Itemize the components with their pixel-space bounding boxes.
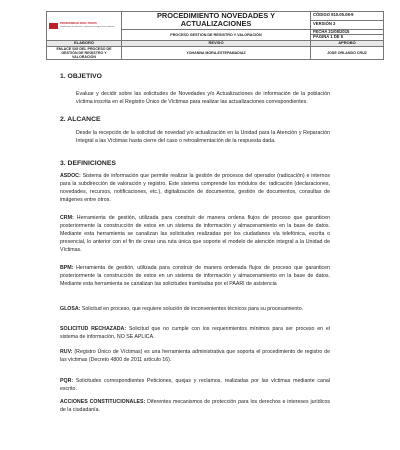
logo-subtext: Unidad para la atención y reparación integral a las víctimas — [60, 26, 115, 29]
definition-pqr — [60, 378, 330, 394]
document-date: FECHA 21/08/2015 — [311, 29, 384, 35]
definition-asdoc — [60, 173, 330, 205]
definition-term: RUV: — [60, 349, 73, 355]
document-title: PROCEDIMIENTO NOVEDADES Y ACTUALIZACIONES — [122, 12, 311, 30]
definition-text: Solicitud en proceso, que requiere solución de inconvenientes técnicos para su procesamiento. — [80, 306, 304, 312]
organization-logo — [49, 19, 119, 33]
logo-mark-icon — [49, 23, 58, 29]
definition-acciones-constitucionales — [60, 399, 330, 415]
definition-text: (Registro Único de Víctimas) es una herramienta administrativa que soporta el procedimiento de registro de las víctimas (Decreto 4800 de 2011 artículo 16). — [60, 349, 330, 363]
document-header-table — [46, 11, 384, 60]
definition-text: Solicitud que no cumple con los requerimientos mínimos para ser proceso en el sistema de información, NO SE APLICA. — [60, 326, 330, 340]
reviewed-by: YOHANNA MORA-ESTEPAMADIAZ — [122, 46, 311, 59]
definition-solicitud-rechazada — [60, 326, 330, 342]
definition-ruv — [60, 349, 330, 365]
page-number: PÁGINA 1 DE 6 — [311, 35, 384, 41]
definition-text: Diferentes mecanismos de protección para los derechos e intereses jurídicos de la ciudadanía. — [60, 399, 330, 413]
objetivo-paragraph: Evaluar y decidir sobre las solicitudes de Novedades y/o Actualizaciones de información de la población víctima inscrita en el Registro Único de Víctimas para realizar las actualizaciones correspondientes. — [76, 91, 330, 106]
alcance-paragraph: Desde la recepción de la solicitud de novedad y/o actualización en la Unidad para la Atención y Reparación Integral a las Víctimas hasta cierre del caso o retroalimentación de la respuesta dada. — [76, 130, 330, 145]
definition-text: Sistema de información que permite realizar la gestión de procesos del operador (radicación) e internos para la subdirección de valoración y registro. Este sistema comprende los módulos de: radicación (declaraciones, novedades, recursos, notificaciones, etc.), digitalización de documentos, gestión de documentos, consultas de imágenes entre otros. — [60, 173, 330, 203]
definition-term: SOLICITUD RECHAZADA: — [60, 326, 127, 332]
section-title-definiciones: 3. DEFINICIONES — [60, 160, 116, 167]
prepared-by: ENLACE SIG DEL PROCESO DE GESTIÓN DE REGISTRO Y VALORACIÓN — [47, 46, 122, 59]
section-title-alcance: 2. ALCANCE — [60, 116, 101, 123]
definition-text: Solicitudes correspondientes Peticiones, quejas y reclamos, realizadas por las víctimas mediante canal escrito. — [60, 378, 330, 392]
definition-term: CRM: — [60, 215, 74, 221]
definition-term: PQR: — [60, 378, 74, 384]
logo-text: PROSPERIDAD PARA TODOS — [60, 22, 97, 26]
definition-term: BPM: — [60, 265, 74, 271]
definition-bpm — [60, 265, 330, 289]
document-code: CÓDIGO 910.05.08-9 — [311, 12, 384, 21]
section-title-objetivo: 1. OBJETIVO — [60, 73, 102, 80]
definition-crm — [60, 215, 330, 255]
definition-term: GLOSA: — [60, 306, 81, 312]
definition-term: ACCIONES CONSTITUCIONALES: — [60, 399, 146, 405]
logo-cell — [47, 12, 122, 41]
prepared-label: ELABORÓ — [47, 41, 122, 47]
definition-glosa — [60, 306, 330, 314]
definition-term: ASDOC: — [60, 173, 81, 179]
definition-text: Herramienta de gestión, utilizada para construir de manera ordena flujos de proceso que garanticen posteriormente la construcción de estos en un sistema de información y almacenamiento en la base de datos. Mediante esta herramienta se canalizan las solicitudes realizadas por los ciudadanos vía telefónica, escrita o presencial, lo anterior con el fin de crear una ruta única que soporte el modelo de atención integral a la Unidad de Víctimas. — [60, 215, 330, 253]
document-version: VERSIÓN 3 — [311, 20, 384, 29]
approved-by: JOSE ORLANDO CRUZ — [311, 46, 384, 59]
process-name: PROCESO GESTION DE REGISTRO Y VALORACIÓN — [122, 29, 311, 41]
reviewed-label: REVISÓ — [122, 41, 311, 47]
definition-text: Herramienta de gestión, utilizada para construir de manera ordenada flujos de proceso que garanticen posteriormente la construcción de estos en un sistema de información y almacenamiento en la base de datos. Mediante esta herramienta se canalizan las solicitudes tramitadas por el PAARI de asistencia — [60, 265, 330, 287]
approved-label: APROBÓ — [311, 41, 384, 47]
